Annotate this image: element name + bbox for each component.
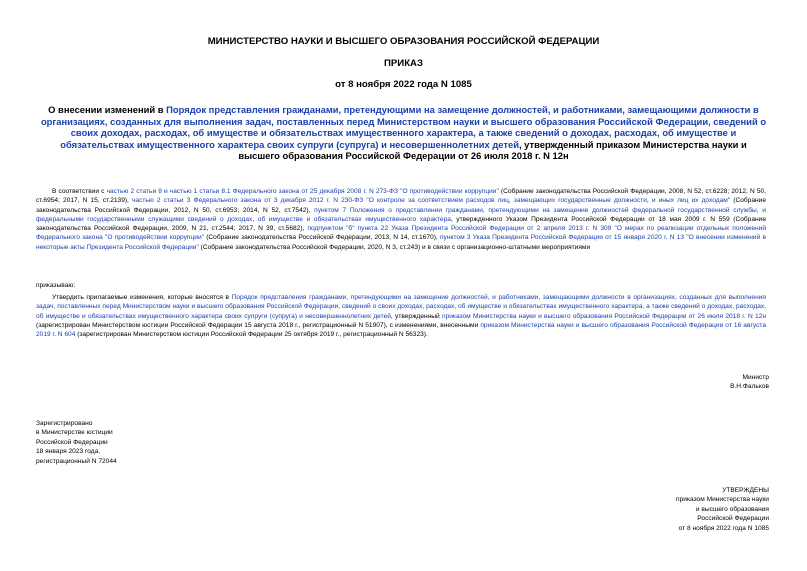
- ministry-heading: МИНИСТЕРСТВО НАУКИ И ВЫСШЕГО ОБРАЗОВАНИЯ РОССИЙСКОЙ ФЕДЕРАЦИИ: [207, 36, 600, 47]
- approval-block: [676, 486, 769, 533]
- registration-line: Зарегистрировано: [36, 420, 93, 427]
- registration-line: регистрационный N 72044: [36, 457, 117, 465]
- preamble-link-decree-309[interactable]: подпунктом "б" пункта 22 Указа Президента Российской Федерации от 2 апреля 2013 г. N 309 "О мерах по реализации отдельных положений Федерального закона "О противодействии коррупции": [36, 225, 766, 242]
- preamble-text: (Собрание законодательства Российской Федерации, 2008, N 52, ст.6228; 2012, N 50, ст.6954; 2017, N 15, ст.2139),: [36, 188, 767, 205]
- registration-line: в Министерстве юстиции: [36, 429, 113, 437]
- preamble-link-decree-13[interactable]: пунктом 3 Указа Президента Российской Федерации от 15 января 2020 г. N 13 "О внесении изменений в некоторые акты Президента Российской Федерации": [36, 234, 766, 251]
- body-link-order-604[interactable]: приказом Министерства науки и высшего образования Российской Федерации от 16 августа 2019 г. N 604: [36, 321, 766, 339]
- preamble-link-regulation[interactable]: пунктом 7 Положения о представлении гражданами, претендующими на замещение должностей федеральной государственной службы, и федеральными государственными служащими сведений о доходах, об имуществе и обязательствах имущественного характера: [36, 206, 766, 223]
- body-link-procedure[interactable]: Порядок представления гражданами, претендующими на замещение должностей, и работниками, замещающими должности в организациях, созданных для выполнения задач, поставленных перед Министерством науки и высшего образования Российской Федерации, сведений о своих доходах, расходах, об имуществе и обязательствах имущественного характера, а также сведений о доходах, расходах, об имуществе и обязательствах имущественного характера своих супруги (супруга) и несовершеннолетних детей: [36, 294, 766, 320]
- signature-block: [730, 373, 769, 392]
- body-text: Утвердить прилагаемые изменения, которые вносятся в: [52, 294, 232, 301]
- preamble-text: , утвержденного Указом Президента Российской Федерации от 18 мая 2009 г. N 559 (Собрание законодательства Российской Федерации, 2009, N 21, ст.2544; 2017, N 39, ст.5682),: [36, 215, 766, 233]
- registration-block: [36, 419, 117, 466]
- approval-line: приказом Министерства науки: [676, 496, 769, 504]
- doc-type-heading: ПРИКАЗ: [384, 58, 423, 69]
- registration-line: 18 января 2023 года,: [36, 448, 101, 456]
- body-text: (зарегистрирован Министерством юстиции Российской Федерации 15 августа 2018 г., регистрационный N 51907), с изменениями, внесенными: [36, 321, 481, 329]
- doc-date-number: от 8 ноября 2022 года N 1085: [335, 79, 472, 90]
- approval-line: Российской Федерации: [697, 515, 769, 523]
- preamble-link-273fz[interactable]: частью 2 статьи 8 и частью 1 статьи 8.1 Федерального закона от 25 декабря 2008 г. N 273-ФЗ "О противодействии коррупции": [106, 188, 499, 195]
- body-link-order-12n[interactable]: приказом Министерства науки и высшего образования Российской Федерации от 26 июля 2018 г. N 12н: [442, 312, 766, 320]
- preamble-paragraph: [36, 187, 766, 252]
- approval-line: УТВЕРЖДЕНЫ: [722, 487, 769, 494]
- preamble-text: (Собрание законодательства Российской Федерации, 2013, N 14, ст.1670),: [203, 234, 440, 242]
- signature-name: В.Н.Фальков: [730, 383, 769, 391]
- body-text: , утвержденный: [390, 312, 443, 320]
- preamble-link-230fz[interactable]: частью 2 статьи 3 Федерального закона от 3 декабря 2012 г. N 230-ФЗ "О контроле за соответствием расходов лиц, замещающих государственные должности, и иных лиц их доходам": [132, 197, 731, 205]
- signature-position: Министр: [742, 374, 769, 381]
- title-link-procedure[interactable]: Порядок представления гражданами, претендующими на замещение должностей, и работниками, замещающими должности в организациях, созданных для выполнения задач, поставленных перед Министерством науки и высшего образования Российской Федерации, сведений о своих доходах, расходах, об имуществе и обязательствах имущественного характера, а также сведений о доходах, расходах, об имуществе и обязательствах имущественного характера своих супруги (супруга) и несовершеннолетних детей: [40, 104, 767, 150]
- body-paragraph: [36, 293, 766, 339]
- preamble-text: (Собрание законодательства Российской Федерации, 2020, N 3, ст.243) и в связи с организационно-штатными мероприятиями: [198, 243, 591, 251]
- approval-line: от 8 ноября 2022 года N 1085: [678, 524, 769, 532]
- registration-line: Российской Федерации: [36, 438, 108, 446]
- preamble-text: В соответствии с: [52, 188, 107, 195]
- preamble-text: (Собрание законодательства Российской Федерации, 2012, N 50, ст.6953; 2014, N 52, ст.7542),: [36, 197, 766, 214]
- title-text-post: , утвержденный приказом Министерства науки и высшего образования Российской Федерации от 26 июля 2018 г. N 12н: [238, 138, 747, 162]
- doc-title: [40, 104, 767, 162]
- title-text-pre: О внесении изменений в: [48, 104, 167, 115]
- body-text: (зарегистрирован Министерством юстиции Российской Федерации 25 октября 2019 г., регистрационный N 56323).: [75, 331, 428, 339]
- decree-word: приказываю:: [36, 282, 76, 289]
- approval-line: и высшего образования: [695, 505, 769, 513]
